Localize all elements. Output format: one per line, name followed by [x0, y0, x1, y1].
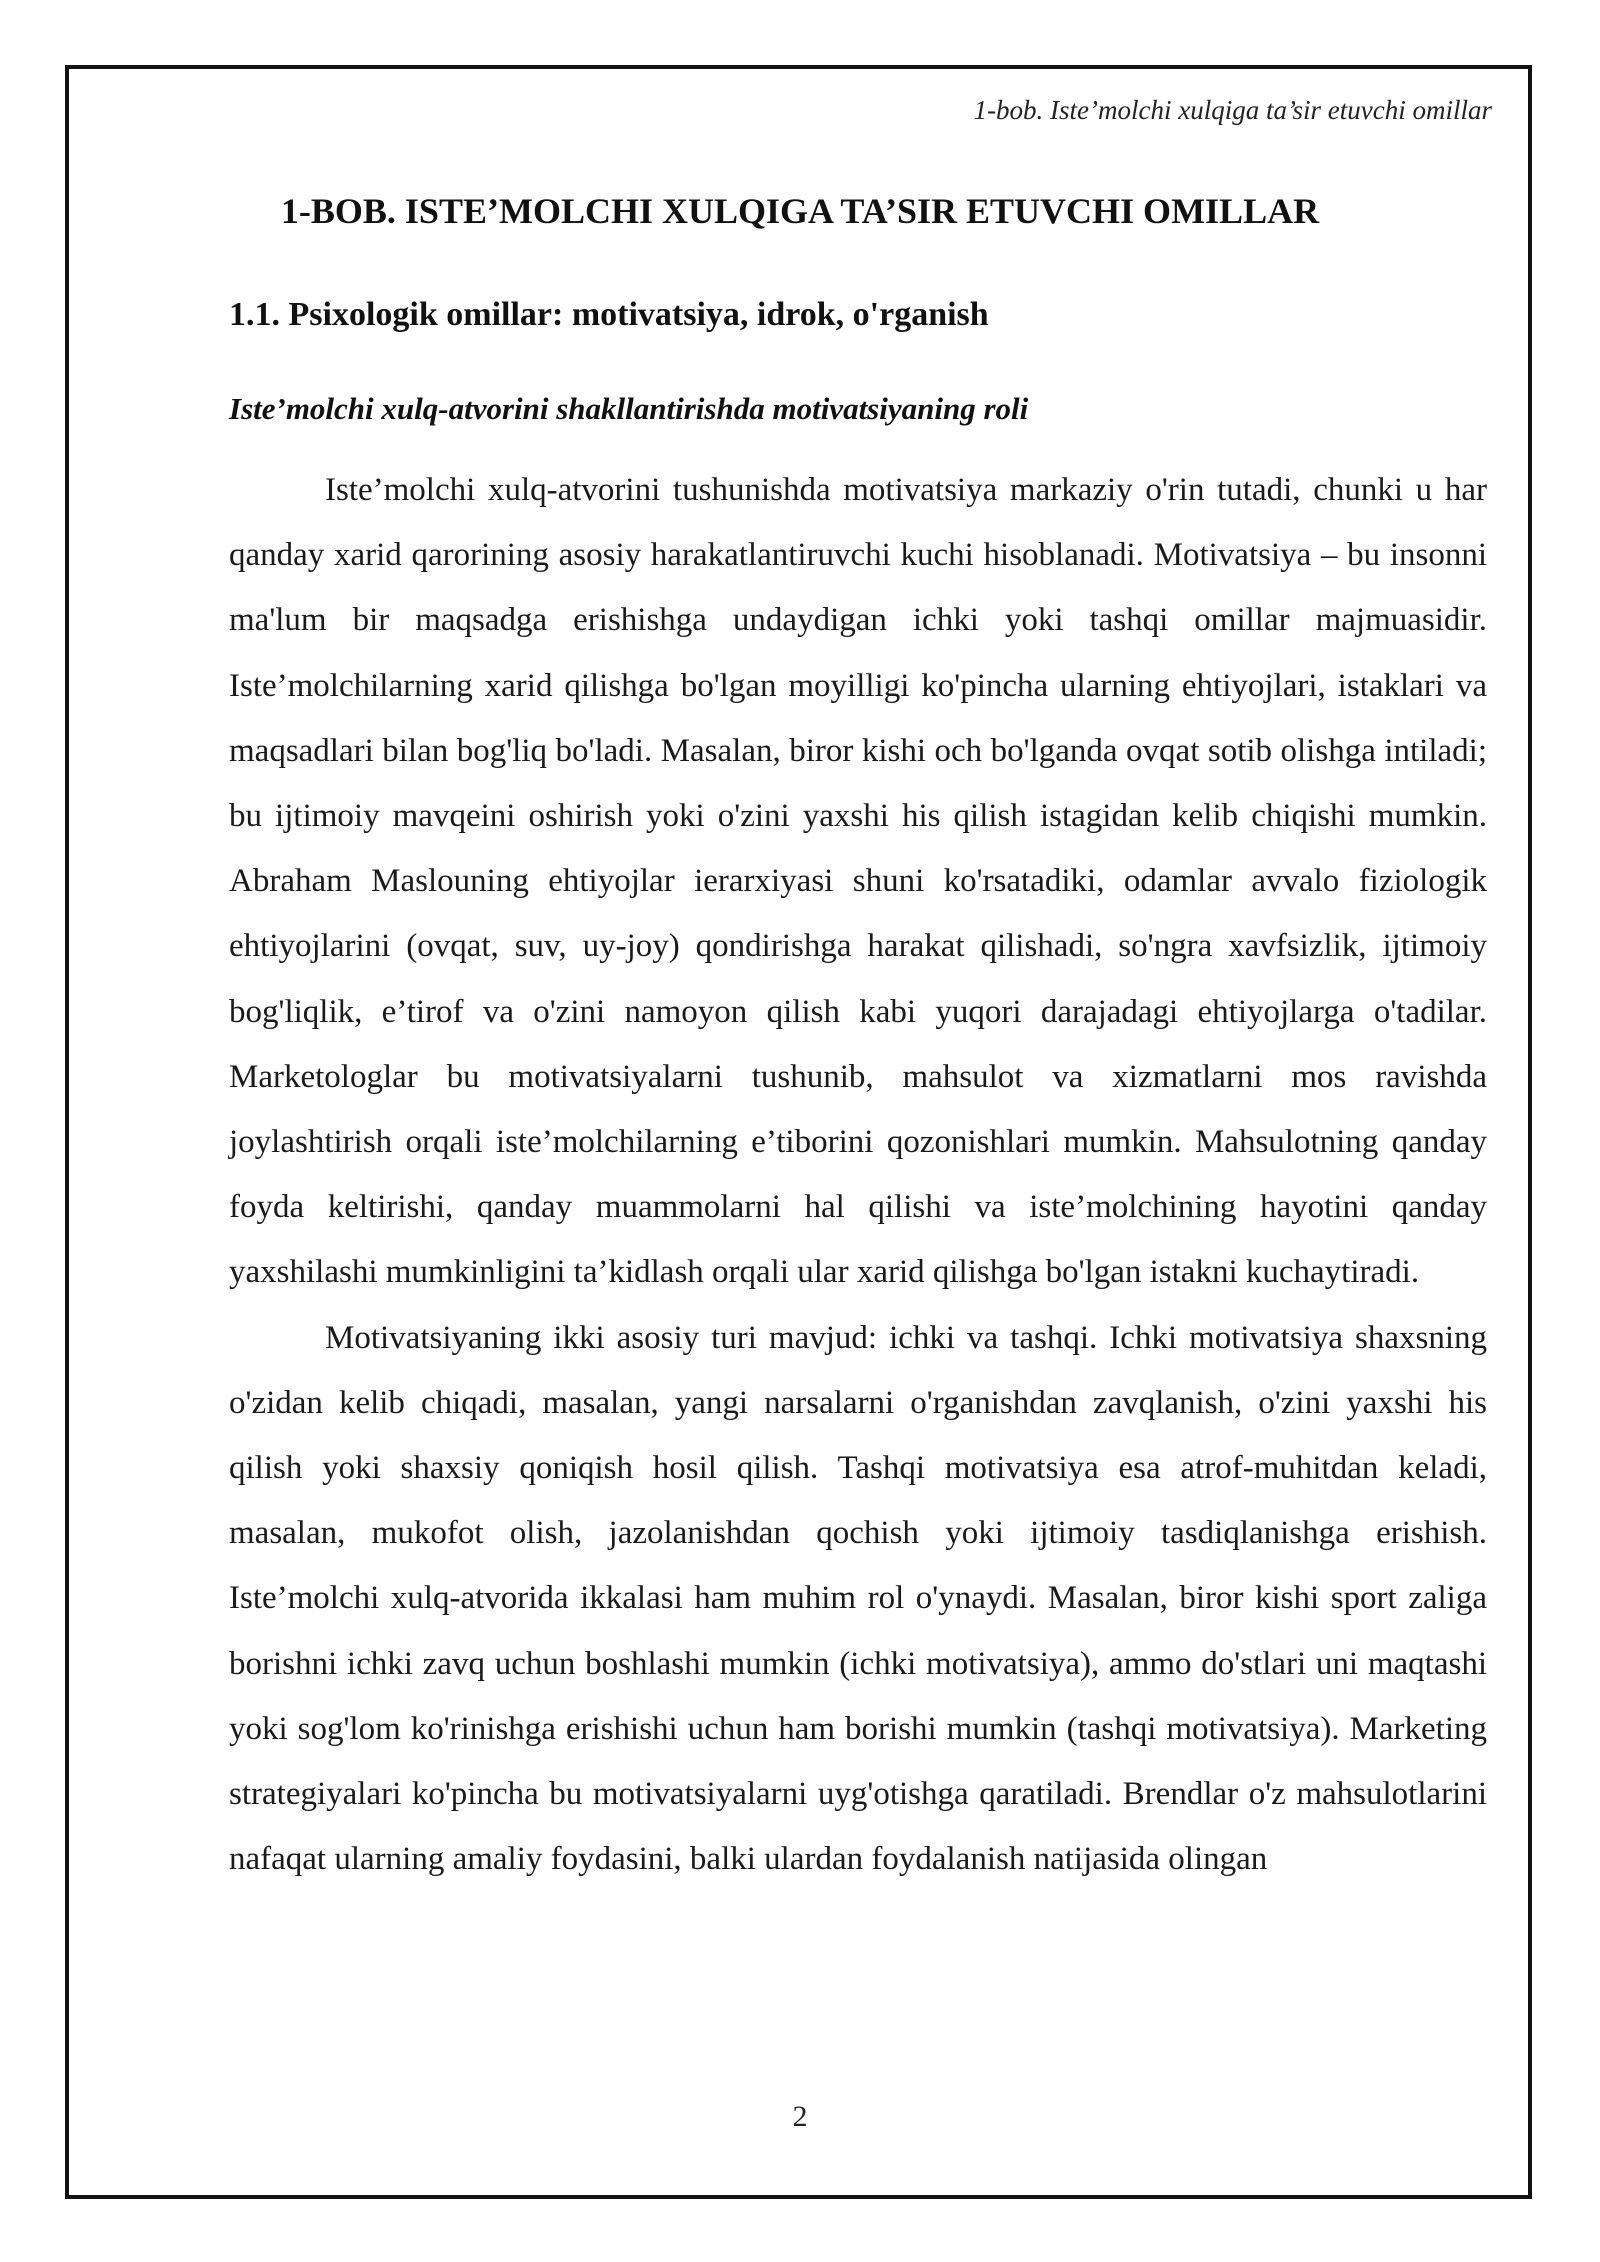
paragraph-1: Iste’molchi xulq-atvorini tushunishda motivatsiya markaziy o'rin tutadi, chunki u har qanday xarid qarorining asosiy harakatlantiruvchi kuchi hisoblanadi. Motivatsiya – bu insonni ma'lum bir maqsadga erishishga undaydigan ichki yoki tashqi omillar majmuasidir. Iste’molchilarning xarid qilishga bo'lgan moyilligi ko'pincha ularning ehtiyojlari, istaklari va maqsadlari bilan bog'liq bo'ladi. Masalan, biror kishi och bo'lganda ovqat sotib olishga intiladi; bu ijtimoiy mavqeini oshirish yoki o'zini yaxshi his qilish istagidan kelib chiqishi mumkin. Abraham Maslouning ehtiyojlar ierarxiyasi shuni ko'rsatadiki, odamlar avvalo fiziologik ehtiyojlarini (ovqat, suv, uy-joy) qondirishga harakat qilishadi, so'ngra xavfsizlik, ijtimoiy bog'liqlik, e’tirof va o'zini namoyon qilish kabi yuqori darajadagi ehtiyojlarga o'tadilar. Marketologlar bu motivatsiyalarni tushunib, mahsulot va xizmatlarni mos ravishda joylashtirish orqali iste’molchilarning e’tiborini qozonishlari mumkin. Mahsulotning qanday foyda keltirishi, qanday muammolarni hal qilishi va iste’molchining hayotini qanday yaxshilashi mumkinligini ta’kidlash orqali ular xarid qilishga bo'lgan istakni kuchaytiradi.	[229, 472, 1487, 1291]
page-number: 2	[792, 2100, 808, 2133]
paragraph-2: Motivatsiyaning ikki asosiy turi mavjud: ichki va tashqi. Ichki motivatsiya shaxsning o'zidan kelib chiqadi, masalan, yangi narsalarni o'rganishdan zavqlanish, o'zini yaxshi his qilish yoki shaxsiy qoniqish hosil qilish. Tashqi motivatsiya esa atrof-muhitdan keladi, masalan, mukofot olish, jazolanishdan qochish yoki ijtimoiy tasdiqlanishga erishish. Iste’molchi xulq-atvorida ikkalasi ham muhim rol o'ynaydi. Masalan, biror kishi sport zaliga borishni ichki zavq uchun boshlashi mumkin (ichki motivatsiya), ammo do'stlari uni maqtashi yoki sog'lom ko'rinishga erishishi uchun ham borishi mumkin (tashqi motivatsiya). Marketing strategiyalari ko'pincha bu motivatsiyalarni uyg'otishga qaratiladi. Brendlar o'z mahsulotlarini nafaqat ularning amaliy foydasini, balki ulardan foydalanish natijasida olingan	[229, 1319, 1487, 1878]
section-heading: 1.1. Psixologik omillar: motivatsiya, idrok, o'rganish	[229, 296, 989, 333]
chapter-title: 1-BOB. ISTE’MOLCHI XULQIGA TA’SIR ETUVCHI OMILLAR	[280, 191, 1320, 231]
subsection-heading: Iste’molchi xulq-atvorini shakllantirishda motivatsiyaning roli	[229, 391, 1029, 426]
running-header: 1-bob. Iste’molchi xulqiga ta’sir etuvchi omillar	[973, 95, 1492, 125]
body-text	[229, 458, 1487, 1892]
